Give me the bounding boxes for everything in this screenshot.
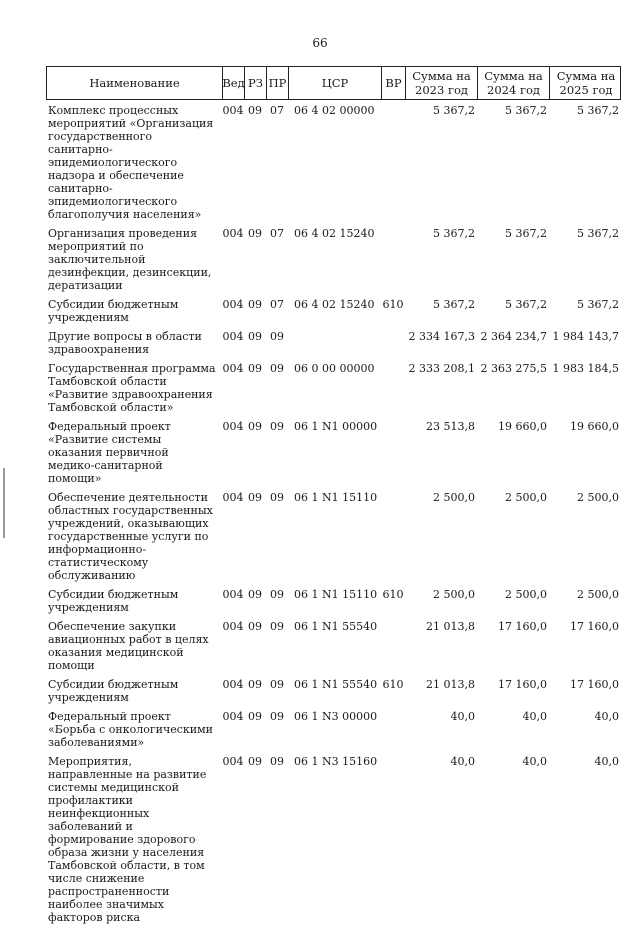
row-ved: 004 bbox=[222, 710, 244, 723]
row-sum-2025: 1 984 143,7 bbox=[552, 330, 619, 343]
row-csr: 06 1 N1 55540 bbox=[294, 678, 378, 691]
row-name: Комплекс процессных мероприятий «Организация государственного санитарно-эпидемиологического надзора и обеспечение санитарно-эпидемиологического благополучия населения» bbox=[48, 104, 214, 221]
table-row bbox=[46, 678, 621, 704]
row-sum-2023: 2 500,0 bbox=[433, 588, 475, 601]
row-rz: 09 bbox=[248, 227, 262, 240]
row-ved: 004 bbox=[222, 620, 244, 633]
row-vr bbox=[381, 755, 405, 924]
row-vr: 610 bbox=[382, 678, 404, 691]
row-sum-2025: 17 160,0 bbox=[570, 620, 619, 633]
row-csr: 06 1 N3 00000 bbox=[294, 710, 378, 723]
row-ved: 004 bbox=[222, 330, 244, 343]
row-sum-2024: 5 367,2 bbox=[505, 104, 547, 117]
table-body bbox=[46, 104, 621, 930]
row-sum-2023: 21 013,8 bbox=[426, 678, 475, 691]
table-row bbox=[46, 104, 621, 221]
row-pr: 09 bbox=[270, 420, 284, 433]
row-sum-2025: 5 367,2 bbox=[577, 104, 619, 117]
row-name: Субсидии бюджетным учреждениям bbox=[48, 298, 179, 324]
row-sum-2024: 19 660,0 bbox=[498, 420, 547, 433]
row-sum-2024: 2 363 275,5 bbox=[480, 362, 547, 375]
row-sum-2024: 2 364 234,7 bbox=[480, 330, 547, 343]
row-csr: 06 1 N1 00000 bbox=[294, 420, 378, 433]
row-rz: 09 bbox=[248, 420, 262, 433]
row-rz: 09 bbox=[248, 710, 262, 723]
row-csr: 06 4 02 15240 bbox=[294, 227, 375, 240]
row-ved: 004 bbox=[222, 491, 244, 504]
row-pr: 07 bbox=[270, 227, 284, 240]
row-sum-2024: 2 500,0 bbox=[505, 588, 547, 601]
header-rz: РЗ bbox=[245, 67, 267, 99]
row-csr: 06 1 N1 15110 bbox=[294, 491, 378, 504]
table-row bbox=[46, 588, 621, 614]
table-row bbox=[46, 330, 621, 356]
row-pr: 09 bbox=[270, 710, 284, 723]
row-ved: 004 bbox=[222, 298, 244, 311]
row-vr bbox=[381, 227, 405, 292]
row-pr: 09 bbox=[270, 491, 284, 504]
row-vr bbox=[381, 420, 405, 485]
table-row bbox=[46, 227, 621, 292]
table-header bbox=[46, 66, 621, 100]
header-sum-2024: Сумма на 2024 год bbox=[478, 67, 550, 99]
row-sum-2024: 40,0 bbox=[522, 710, 547, 723]
row-sum-2023: 23 513,8 bbox=[426, 420, 475, 433]
row-sum-2025: 1 983 184,5 bbox=[552, 362, 619, 375]
row-csr: 06 4 02 00000 bbox=[294, 104, 375, 117]
row-sum-2025: 19 660,0 bbox=[570, 420, 619, 433]
row-sum-2024: 5 367,2 bbox=[505, 227, 547, 240]
row-pr: 09 bbox=[270, 620, 284, 633]
header-name: Наименование bbox=[47, 67, 223, 99]
row-sum-2023: 40,0 bbox=[450, 755, 475, 768]
row-rz: 09 bbox=[248, 588, 262, 601]
row-pr: 07 bbox=[270, 104, 284, 117]
page-number: 66 bbox=[312, 36, 328, 50]
row-csr: 06 1 N1 55540 bbox=[294, 620, 378, 633]
header-ved: Вед bbox=[223, 67, 245, 99]
row-name: Организация проведения мероприятий по заключительной дезинфекции, дезинсекции, дератизации bbox=[48, 227, 212, 292]
row-sum-2023: 40,0 bbox=[450, 710, 475, 723]
row-sum-2023: 2 500,0 bbox=[433, 491, 475, 504]
row-sum-2025: 40,0 bbox=[594, 755, 619, 768]
row-rz: 09 bbox=[248, 755, 262, 768]
row-vr bbox=[381, 620, 405, 672]
row-sum-2024: 17 160,0 bbox=[498, 678, 547, 691]
row-pr: 07 bbox=[270, 298, 284, 311]
header-pr: ПР bbox=[267, 67, 289, 99]
row-ved: 004 bbox=[222, 104, 244, 117]
row-sum-2023: 5 367,2 bbox=[433, 104, 475, 117]
row-vr bbox=[381, 104, 405, 221]
row-pr: 09 bbox=[270, 755, 284, 768]
row-csr: 06 4 02 15240 bbox=[294, 298, 375, 311]
table-row bbox=[46, 710, 621, 749]
row-name: Другие вопросы в области здравоохранения bbox=[48, 330, 202, 356]
row-vr: 610 bbox=[382, 588, 404, 601]
row-sum-2025: 2 500,0 bbox=[577, 491, 619, 504]
row-name: Государственная программа Тамбовской области «Развитие здравоохранения Тамбовской области» bbox=[48, 362, 216, 414]
table-row bbox=[46, 491, 621, 582]
row-name: Обеспечение закупки авиационных работ в целях оказания медицинской помощи bbox=[48, 620, 209, 672]
row-name: Обеспечение деятельности областных государственных учреждений, оказывающих государственные услуги по информационно-статистическому обслуживанию bbox=[48, 491, 213, 582]
row-csr: 06 1 N3 15160 bbox=[294, 755, 378, 768]
header-vr: ВР bbox=[382, 67, 406, 99]
header-sum-2023: Сумма на 2023 год bbox=[406, 67, 478, 99]
row-sum-2023: 2 334 167,3 bbox=[408, 330, 475, 343]
row-vr bbox=[381, 330, 405, 356]
row-sum-2023: 5 367,2 bbox=[433, 227, 475, 240]
row-ved: 004 bbox=[222, 588, 244, 601]
row-rz: 09 bbox=[248, 491, 262, 504]
row-sum-2024: 17 160,0 bbox=[498, 620, 547, 633]
row-ved: 004 bbox=[222, 227, 244, 240]
table-row bbox=[46, 420, 621, 485]
row-pr: 09 bbox=[270, 588, 284, 601]
row-pr: 09 bbox=[270, 330, 284, 343]
row-rz: 09 bbox=[248, 678, 262, 691]
row-sum-2023: 5 367,2 bbox=[433, 298, 475, 311]
table-row bbox=[46, 755, 621, 924]
row-sum-2025: 17 160,0 bbox=[570, 678, 619, 691]
row-rz: 09 bbox=[248, 298, 262, 311]
row-pr: 09 bbox=[270, 362, 284, 375]
row-sum-2025: 40,0 bbox=[594, 710, 619, 723]
row-rz: 09 bbox=[248, 362, 262, 375]
row-sum-2025: 2 500,0 bbox=[577, 588, 619, 601]
header-csr: ЦСР bbox=[289, 67, 382, 99]
row-csr bbox=[288, 330, 381, 356]
row-rz: 09 bbox=[248, 620, 262, 633]
row-rz: 09 bbox=[248, 104, 262, 117]
table-row bbox=[46, 298, 621, 324]
row-ved: 004 bbox=[222, 362, 244, 375]
row-sum-2025: 5 367,2 bbox=[577, 298, 619, 311]
row-sum-2024: 2 500,0 bbox=[505, 491, 547, 504]
scan-margin-mark bbox=[3, 468, 5, 538]
row-vr bbox=[381, 362, 405, 414]
row-sum-2025: 5 367,2 bbox=[577, 227, 619, 240]
row-sum-2023: 21 013,8 bbox=[426, 620, 475, 633]
table-row bbox=[46, 362, 621, 414]
row-pr: 09 bbox=[270, 678, 284, 691]
row-name: Федеральный проект «Борьба с онкологическими заболеваниями» bbox=[48, 710, 213, 749]
row-vr bbox=[381, 491, 405, 582]
row-csr: 06 1 N1 15110 bbox=[294, 588, 378, 601]
row-name: Мероприятия, направленные на развитие системы медицинской профилактики неинфекционных заболеваний и формирование здорового образа жизни у населения Тамбовской области, в том числе снижение распространенности наиболее значимых факторов риска bbox=[48, 755, 207, 924]
row-vr: 610 bbox=[382, 298, 404, 311]
row-vr bbox=[381, 710, 405, 749]
row-name: Субсидии бюджетным учреждениям bbox=[48, 588, 179, 614]
header-sum-2025: Сумма на 2025 год bbox=[556, 69, 616, 97]
row-rz: 09 bbox=[248, 330, 262, 343]
row-ved: 004 bbox=[222, 678, 244, 691]
row-name: Субсидии бюджетным учреждениям bbox=[48, 678, 179, 704]
row-name: Федеральный проект «Развитие системы оказания первичной медико-санитарной помощи» bbox=[48, 420, 171, 485]
row-csr: 06 0 00 00000 bbox=[294, 362, 375, 375]
row-sum-2024: 5 367,2 bbox=[505, 298, 547, 311]
row-sum-2024: 40,0 bbox=[522, 755, 547, 768]
table-row bbox=[46, 620, 621, 672]
row-ved: 004 bbox=[222, 755, 244, 768]
row-sum-2023: 2 333 208,1 bbox=[408, 362, 475, 375]
row-ved: 004 bbox=[222, 420, 244, 433]
